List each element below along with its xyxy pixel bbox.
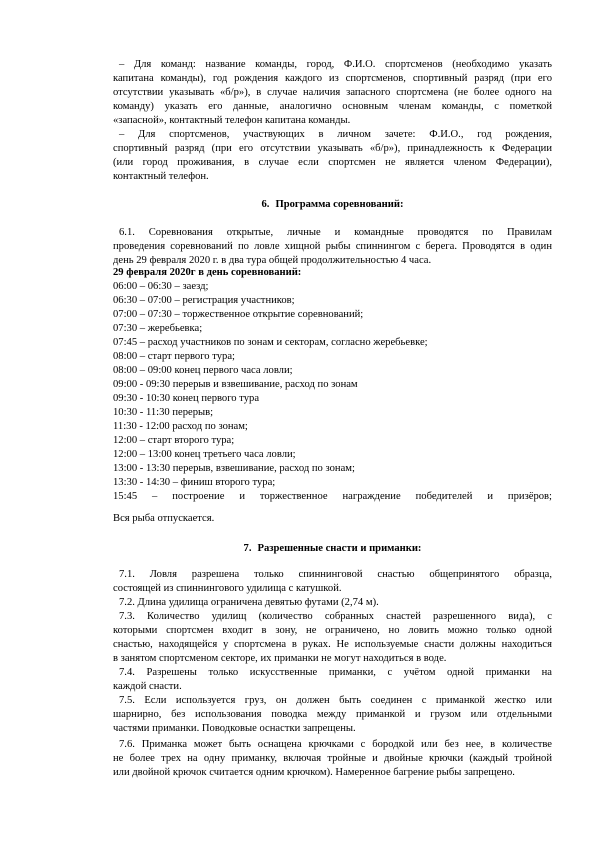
section-6-number: 6. <box>261 199 270 210</box>
commands-line-2: капитана команды), год рождения каждого из спортсменов, спортивный разряд (при его <box>113 73 552 84</box>
schedule-item: 08:00 – старт первого тура; <box>113 351 235 362</box>
personal-line-2: спортивный разряд (при его отсутствии указывать «б/р»), принадлежность к Федерации <box>113 143 552 154</box>
schedule-item: 10:30 - 11:30 перерыв; <box>113 407 214 418</box>
section-6-heading <box>113 198 552 212</box>
s7-line: каждой снасти. <box>113 681 182 692</box>
p61-line-1: 6.1. Соревнования открытые, личные и командные проводятся по Правилам <box>119 227 552 238</box>
schedule-item: 11:30 - 12:00 расход по зонам; <box>113 421 248 432</box>
s7-line: или двойной крючок считается одним крючком). Намеренное багрение рыбы запрещено. <box>113 767 515 778</box>
section-6-title: Программа соревнований: <box>275 199 404 210</box>
s7-line: не более трех на одну приманку, включая тройные и двойные крючки (каждый тройной <box>113 753 552 764</box>
commands-line-5: «запасной», контактный телефон капитана команды. <box>113 115 351 126</box>
schedule-title: 29 февраля 2020г в день соревнований: <box>113 267 302 278</box>
schedule-item: 12:00 – старт второго тура; <box>113 435 235 446</box>
commands-line-3: отсутствии указывать «б/р»), в случае наличия запасного спортсмена (не более одного на <box>113 87 552 98</box>
s7-line: состоящей из спиннингового удилища с катушкой. <box>113 583 342 594</box>
p61-line-3: день 29 февраля 2020 г. в два тура общей продолжительностью 4 часа. <box>113 255 432 266</box>
schedule-item: 15:45 – построение и торжественное награждение победителей и призёров; <box>113 491 552 502</box>
s7-line: которыми спортсмен входит в зону, не ограничено, но ловить можно только одной <box>113 625 552 636</box>
section-7-heading <box>113 542 552 556</box>
section-7-title: Разрешенные снасти и приманки: <box>257 543 422 554</box>
s7-line: 7.4. Разрешены только искусственные приманки, с учётом одной приманки на <box>119 667 552 678</box>
s7-line: 7.2. Длина удилища ограничена девятью футами (2,74 м). <box>119 597 379 608</box>
s7-line: 7.3. Количество удилищ (количество собранных снастей разрешенного вида), с <box>119 611 552 622</box>
schedule-item: 13:00 - 13:30 перерыв, взвешивание, расход по зонам; <box>113 463 355 474</box>
commands-line-4: команду) указать его данные, аналогично основным членам команды, с пометкой <box>113 101 552 112</box>
s7-line: снастью, находящейся у спортсмена в руках. Не используемые снасти должны находиться <box>113 639 552 650</box>
schedule-item: 07:30 – жеребьевка; <box>113 323 203 334</box>
schedule-item: 06:00 – 06:30 – заезд; <box>113 281 209 292</box>
release-note: Вся рыба отпускается. <box>113 513 215 524</box>
s7-line: 7.5. Если используется груз, он должен быть соединен с приманкой жестко или <box>119 695 552 706</box>
schedule-item: 13:30 - 14:30 – финиш второго тура; <box>113 477 276 488</box>
schedule-item: 09:00 - 09:30 перерыв и взвешивание, расход по зонам <box>113 379 358 390</box>
personal-line-1: – Для спортсменов, участвующих в личном зачете: Ф.И.О., год рождения, <box>119 129 552 140</box>
s7-line: в занятом спортсменом секторе, их приманки не могут находиться в воде. <box>113 653 447 664</box>
s7-line: 7.6. Приманка может быть оснащена крючками с бородкой или без нее, в количестве <box>119 739 552 750</box>
schedule-item: 09:30 - 10:30 конец первого тура <box>113 393 260 404</box>
personal-line-3: (или город проживания, в случае если спортсмен не является членом Федерации), <box>113 157 552 168</box>
s7-line: шарнирно, без использования поводка между приманкой и грузом или отдельными <box>113 709 552 720</box>
schedule-item: 12:00 – 13:00 конец третьего часа ловли; <box>113 449 296 460</box>
s7-line: частями приманки. Поводковые оснастки запрещены. <box>113 723 356 734</box>
personal-line-4: контактный телефон. <box>113 171 209 182</box>
s7-line: 7.1. Ловля разрешена только спиннинговой снастью общепринятого образца, <box>119 569 552 580</box>
schedule-item: 06:30 – 07:00 – регистрация участников; <box>113 295 295 306</box>
commands-line-1: – Для команд: название команды, город, Ф.И.О. спортсменов (необходимо указать <box>119 59 552 70</box>
p61-line-2: проведения соревнований по ловле хищной рыбы спиннингом с берега. Проводятся в один <box>113 241 552 252</box>
schedule-item: 07:45 – расход участников по зонам и секторам, согласно жеребьевке; <box>113 337 428 348</box>
schedule-item: 08:00 – 09:00 конец первого часа ловли; <box>113 365 293 376</box>
section-7-number: 7. <box>243 543 252 554</box>
schedule-item: 07:00 – 07:30 – торжественное открытие соревнований; <box>113 309 364 320</box>
